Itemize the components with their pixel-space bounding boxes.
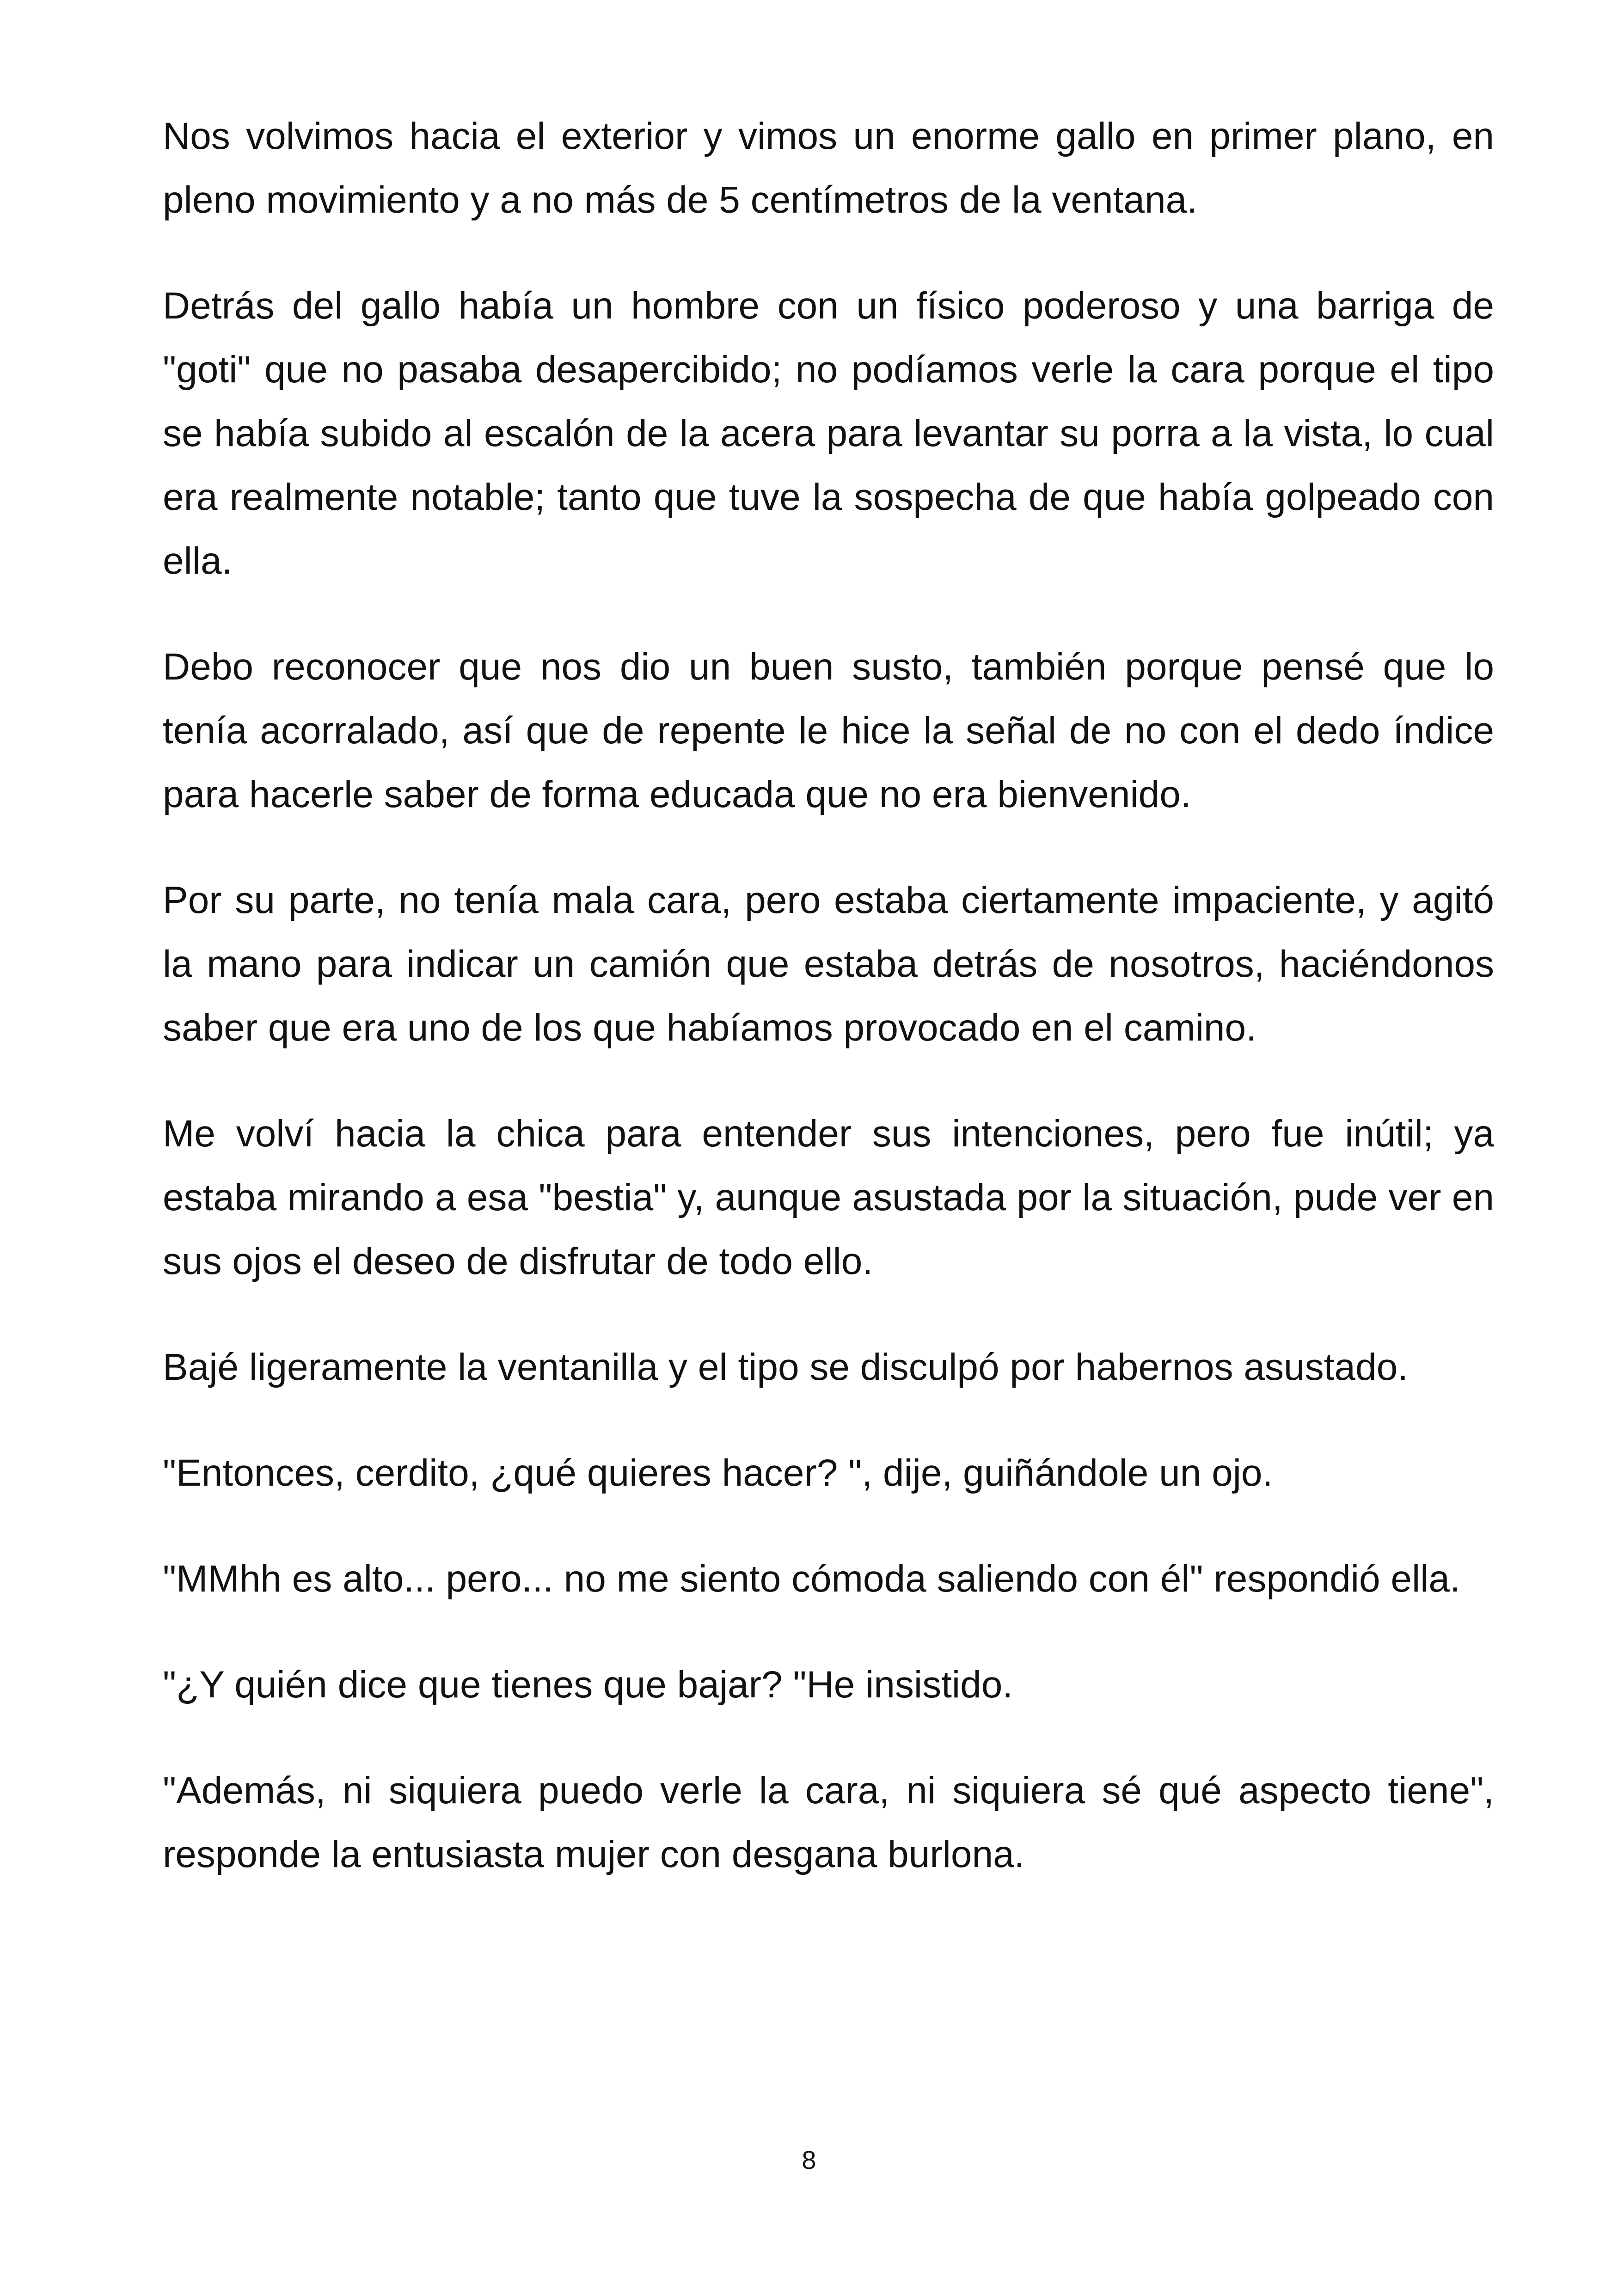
page-number: 8	[802, 2145, 816, 2174]
body-text	[163, 104, 1494, 1929]
paragraph-10: "Además, ni siquiera puedo verle la cara, ni siquiera sé qué aspecto tiene", responde la entusiasta mujer con desgana burlona.	[163, 1769, 1494, 1875]
paragraph-3: Debo reconocer que nos dio un buen susto, también porque pensé que lo tenía acorralado, así que de repente le hice la señal de no con el dedo índice para hacerle saber de forma educada que no era bienvenido.	[163, 646, 1494, 815]
paragraph-9: "¿Y quién dice que tienes que bajar? "He insistido.	[163, 1664, 1013, 1706]
paragraph-6: Bajé ligeramente la ventanilla y el tipo se disculpó por habernos asustado.	[163, 1346, 1408, 1388]
paragraph-5: Me volví hacia la chica para entender sus intenciones, pero fue inútil; ya estaba mirando a esa "bestia" y, aunque asustada por la situación, pude ver en sus ojos el deseo de disfrutar de todo ello.	[163, 1113, 1494, 1282]
paragraph-8: "MMhh es alto... pero... no me siento cómoda saliendo con él" respondió ella.	[163, 1558, 1460, 1600]
paragraph-4: Por su parte, no tenía mala cara, pero estaba ciertamente impaciente, y agitó la mano para indicar un camión que estaba detrás de nosotros, haciéndonos saber que era uno de los que habíamos provocado en el camino.	[163, 879, 1494, 1049]
paragraph-1: Nos volvimos hacia el exterior y vimos un enorme gallo en primer plano, en pleno movimiento y a no más de 5 centímetros de la ventana.	[163, 115, 1494, 221]
paragraph-2: Detrás del gallo había un hombre con un físico poderoso y una barriga de "goti" que no pasaba desapercibido; no podíamos verle la cara porque el tipo se había subido al escalón de la acera para levantar su porra a la vista, lo cual era realmente notable; tanto que tuve la sospecha de que había golpeado con ella.	[163, 285, 1494, 582]
paragraph-7: "Entonces, cerdito, ¿qué quieres hacer? ", dije, guiñándole un ojo.	[163, 1452, 1273, 1494]
